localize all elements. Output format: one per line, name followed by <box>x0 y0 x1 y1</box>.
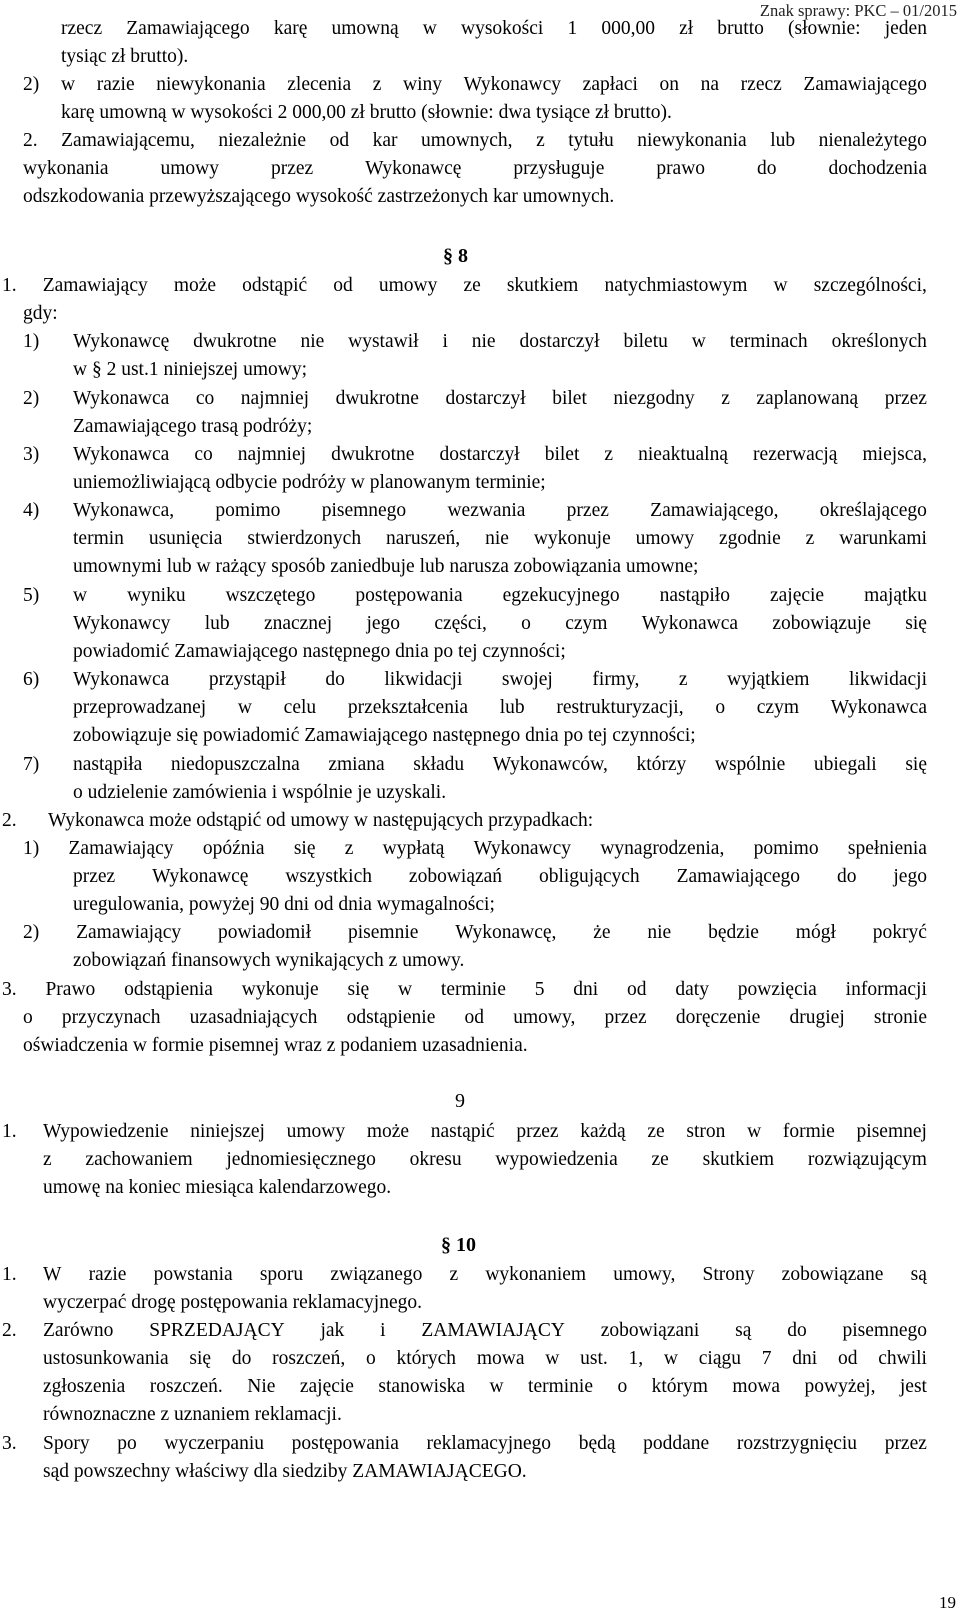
text-line: wyczerpać drogę postępowania reklamacyjnego. <box>43 1292 422 1313</box>
text-line: ustosunkowania się do roszczeń, o których mowa w ust. 1, w ciągu 7 dni od chwili <box>43 1348 927 1369</box>
item-label: 7) <box>23 754 40 775</box>
text-line: 1. Zamawiający może odstąpić od umowy ze skutkiem natychmiastowym w szczególności, <box>2 275 927 296</box>
item-label: 2. <box>2 810 17 831</box>
text-line: w wyniku wszczętego postępowania egzekucyjnego nastąpiło zajęcie majątku <box>73 585 927 606</box>
text-line: wykonania umowy przez Wykonawcę przysługuje prawo do dochodzenia <box>23 158 927 179</box>
text-line: Wypowiedzenie niniejszej umowy może nastąpić przez każdą ze stron w formie pisemnej <box>43 1121 927 1142</box>
text-line: 2) Zamawiający powiadomił pisemnie Wykonawcę, że nie będzie mógł pokryć <box>23 922 927 943</box>
item-label: 3. <box>2 1433 17 1454</box>
item-label: 2. <box>2 1320 17 1341</box>
text-line: odszkodowania przewyższającego wysokość zastrzeżonych kar umownych. <box>23 186 615 207</box>
text-line: Wykonawca może odstąpić od umowy w następujących przypadkach: <box>48 810 594 831</box>
text-line: uregulowania, powyżej 90 dni od dnia wymagalności; <box>73 894 495 915</box>
text-line: sąd powszechny właściwy dla siedziby ZAMAWIAJĄCEGO. <box>43 1461 527 1482</box>
text-line: powiadomić Zamawiającego następnego dnia po tej czynności; <box>73 641 566 662</box>
item-label: 6) <box>23 669 40 690</box>
section-heading: § 10 <box>441 1234 476 1256</box>
case-number-header: Znak sprawy: PKC – 01/2015 <box>759 1 957 20</box>
text-line: Zamawiającego trasą podróży; <box>73 416 313 437</box>
text-line: przez Wykonawcę wszystkich zobowiązań obligujących Zamawiającego do jego <box>73 866 927 887</box>
item-label: 4) <box>23 500 40 521</box>
text-line: karę umowną w wysokości 2 000,00 zł brutto (słownie: dwa tysiące zł brutto). <box>61 102 672 123</box>
text-line: Wykonawca przystąpił do likwidacji swojej firmy, z wyjątkiem likwidacji <box>73 669 927 690</box>
item-label: 5) <box>23 585 40 606</box>
section-heading: 9 <box>455 1090 465 1112</box>
text-line: o przyczynach uzasadniających odstąpienie od umowy, przez doręczenie drugiej stronie <box>23 1007 927 1028</box>
text-line: w § 2 ust.1 niniejszej umowy; <box>73 359 307 380</box>
item-label: 1) <box>23 331 40 352</box>
text-line: umownymi lub w rażący sposób zaniedbuje lub narusza zobowiązania umowne; <box>73 556 699 577</box>
text-line: gdy: <box>23 303 58 324</box>
text-line: umowę na koniec miesiąca kalendarzowego. <box>43 1177 392 1198</box>
text-line: o udzielenie zamówienia i wspólnie je uzyskali. <box>73 782 447 803</box>
item-label: 2) <box>23 388 40 409</box>
text-line: uniemożliwiającą odbycie podróży w planowanym terminie; <box>73 472 546 493</box>
text-line: termin usunięcia stwierdzonych naruszeń, nie wykonuje umowy zgodnie z warunkami <box>73 528 927 549</box>
text-line: Wykonawca co najmniej dwukrotne dostarczył bilet z nieaktualną rezerwacją miejsca, <box>73 444 927 465</box>
text-line: Spory po wyczerpaniu postępowania reklamacyjnego będą poddane rozstrzygnięciu przez <box>43 1433 927 1454</box>
text-line: Wykonawcę dwukrotne nie wystawił i nie dostarczył biletu w terminach określonych <box>73 331 927 352</box>
item-label: 3) <box>23 444 40 465</box>
text-line: Wykonawca, pomimo pisemnego wezwania przez Zamawiającego, określającego <box>73 500 927 521</box>
text-line: Wykonawcy lub znacznej jego części, o czym Wykonawca zobowiązuje się <box>73 613 927 634</box>
section-heading: § 8 <box>443 245 468 267</box>
item-label: 1. <box>2 1264 17 1285</box>
item-label: 1. <box>2 1121 17 1142</box>
text-line: rzecz Zamawiającego karę umowną w wysokości 1 000,00 zł brutto (słownie: jeden <box>61 18 927 39</box>
text-line: Wykonawca co najmniej dwukrotne dostarczył bilet niezgodny z zaplanowaną przez <box>73 388 927 409</box>
text-line: przeprowadzanej w celu przekształcenia lub restrukturyzacji, o czym Wykonawca <box>73 697 927 718</box>
text-line: Zarówno SPRZEDAJĄCY jak i ZAMAWIAJĄCY zobowiązani są do pisemnego <box>43 1320 927 1341</box>
text-line: oświadczenia w formie pisemnej wraz z podaniem uzasadnienia. <box>23 1035 528 1056</box>
item-label: 2) <box>23 74 40 95</box>
text-line: 1) Zamawiający opóźnia się z wypłatą Wykonawcy wynagrodzenia, pomimo spełnienia <box>23 838 927 859</box>
text-line: nastąpiła niedopuszczalna zmiana składu Wykonawców, którzy wspólnie ubiegali się <box>73 754 927 775</box>
text-line: zgłoszenia roszczeń. Nie zajęcie stanowiska w terminie o którym mowa powyżej, jest <box>43 1376 927 1397</box>
text-line: 2. Zamawiającemu, niezależnie od kar umownych, z tytułu niewykonania lub nienależytego <box>23 130 927 151</box>
text-line: w razie niewykonania zlecenia z winy Wykonawcy zapłaci on na rzecz Zamawiającego <box>61 74 927 95</box>
text-line: z zachowaniem jednomiesięcznego okresu wypowiedzenia ze skutkiem rozwiązującym <box>43 1149 927 1170</box>
text-line: tysiąc zł brutto). <box>61 46 189 67</box>
page-number: 19 <box>939 1593 956 1612</box>
text-line: W razie powstania sporu związanego z wykonaniem umowy, Strony zobowiązane są <box>43 1264 927 1285</box>
text-line: zobowiązuje się powiadomić Zamawiającego następnego dnia po tej czynności; <box>73 725 696 746</box>
text-line: zobowiązań finansowych wynikających z umowy. <box>73 950 465 971</box>
text-line: równoznaczne z uznaniem reklamacji. <box>43 1404 342 1425</box>
text-line: 3. Prawo odstąpienia wykonuje się w terminie 5 dni od daty powzięcia informacji <box>2 979 927 1000</box>
